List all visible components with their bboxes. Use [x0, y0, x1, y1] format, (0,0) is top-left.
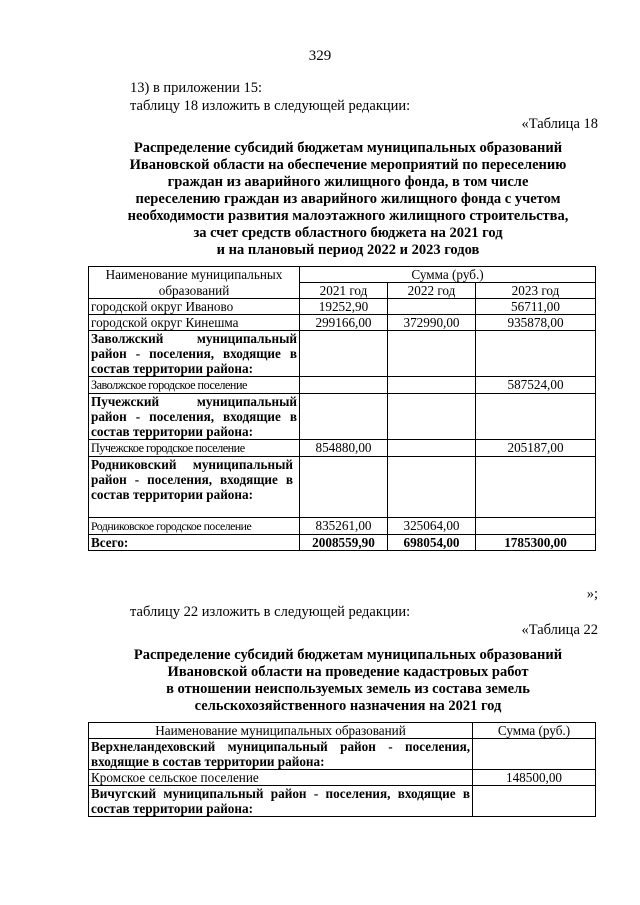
value-2021 — [300, 331, 388, 377]
table-row — [89, 377, 596, 394]
row-value: 148500,00 — [473, 770, 596, 786]
value-2023: 56711,00 — [476, 299, 596, 315]
year-2022: 2022 год — [388, 283, 476, 299]
header-sum: Сумма (руб.) — [300, 267, 596, 283]
value-2021: 835261,00 — [300, 518, 388, 535]
value-2022 — [388, 457, 476, 518]
page-number: 329 — [308, 48, 332, 64]
value-2023 — [476, 331, 596, 377]
value-2021: 299166,00 — [300, 315, 388, 331]
table22-title-line: Ивановской области на проведение кадастровых работ — [167, 664, 529, 680]
value-2023: 205187,00 — [476, 440, 596, 457]
value-2021 — [300, 457, 388, 518]
table-row — [89, 331, 596, 377]
table18-title-line: граждан из аварийного жилищного фонда, в том числе — [167, 174, 529, 190]
value-2022 — [388, 394, 476, 440]
header-name: Наименование муниципальных образований — [89, 723, 473, 739]
table-ref: «Таблица 22 — [521, 622, 598, 638]
value-2021: 19252,90 — [300, 299, 388, 315]
table22-title-line: Распределение субсидий бюджетам муниципальных образований — [133, 647, 563, 663]
value-2022 — [388, 331, 476, 377]
row-name: Заволжский муниципальный район - поселения, входящие в состав территории района: — [89, 331, 300, 377]
value-2023 — [476, 518, 596, 535]
row-name: Кромское сельское поселение — [89, 770, 473, 786]
table18-title-line: за счет средств областного бюджета на 2021 год — [193, 225, 503, 241]
table-row — [89, 440, 596, 457]
table18-title-line: Распределение субсидий бюджетам муниципальных образований — [133, 140, 563, 156]
total-2021: 2008559,90 — [300, 535, 388, 551]
row-name: Верхнеландеховский муниципальный район - поселения, входящие в состав территории района: — [89, 739, 473, 770]
total-2023: 1785300,00 — [476, 535, 596, 551]
row-name-text: Родниковское городское поселение — [91, 519, 252, 533]
row-name — [89, 518, 300, 535]
table22-title — [88, 647, 608, 715]
table-row — [89, 739, 596, 770]
value-2022 — [388, 377, 476, 394]
table18-title-line: переселению граждан из аварийного жилищного фонда с учетом — [135, 191, 561, 207]
year-2023: 2023 год — [476, 283, 596, 299]
row-name: Пучежский муниципальный район - поселения, входящие в состав территории района: — [89, 394, 300, 440]
table-row — [89, 518, 596, 535]
value-2021 — [300, 377, 388, 394]
total-2022: 698054,00 — [388, 535, 476, 551]
amendment-instruction: таблицу 22 изложить в следующей редакции: — [130, 604, 411, 620]
total-row — [89, 535, 596, 551]
table22 — [88, 722, 596, 817]
table18-title-line: Ивановской области на обеспечение мероприятий по переселению — [129, 157, 567, 173]
row-name: Родниковский муниципальный район - поселения, входящие в состав территории района: — [89, 457, 300, 518]
row-name: городской округ Иваново — [89, 299, 300, 315]
value-2021: 854880,00 — [300, 440, 388, 457]
value-2022 — [388, 299, 476, 315]
value-2023: 935878,00 — [476, 315, 596, 331]
amendment-instruction: таблицу 18 изложить в следующей редакции: — [130, 98, 411, 114]
total-label: Всего: — [89, 535, 300, 551]
header-name: Наименование муниципальных — [89, 267, 300, 283]
table18-title-line: необходимости развития малоэтажного жилищного строительства, — [127, 208, 569, 224]
row-name — [89, 440, 300, 457]
row-name-text: Заволжское городское поселение — [91, 378, 247, 392]
value-2022: 372990,00 — [388, 315, 476, 331]
row-name: Вичугский муниципальный район - поселения, входящие в состав территории района: — [89, 786, 473, 817]
header-name-cont: образований — [89, 283, 300, 299]
table22-title-line: сельскохозяйственного назначения на 2021 год — [194, 698, 502, 714]
table-row — [89, 315, 596, 331]
table18-title-line: и на плановый период 2022 и 2023 годов — [216, 242, 480, 258]
table-row — [89, 786, 596, 817]
value-2023 — [476, 457, 596, 518]
table-row — [89, 770, 596, 786]
value-2022 — [388, 440, 476, 457]
row-name-text: Пучежское городское поселение — [91, 441, 245, 455]
row-value — [473, 739, 596, 770]
value-2022: 325064,00 — [388, 518, 476, 535]
table-row — [89, 457, 596, 518]
row-name: городской округ Кинешма — [89, 315, 300, 331]
header-sum: Сумма (руб.) — [473, 723, 596, 739]
value-2021 — [300, 394, 388, 440]
year-2021: 2021 год — [300, 283, 388, 299]
table18 — [88, 266, 596, 551]
closing-quote: »; — [586, 586, 598, 602]
table-row — [89, 394, 596, 440]
table-row — [89, 299, 596, 315]
row-name — [89, 377, 300, 394]
table18-title — [88, 140, 608, 259]
value-2023: 587524,00 — [476, 377, 596, 394]
row-value — [473, 786, 596, 817]
value-2023 — [476, 394, 596, 440]
amendment-item: 13) в приложении 15: — [130, 80, 263, 96]
table22-title-line: в отношении неиспользуемых земель из состава земель — [166, 681, 530, 697]
table-ref: «Таблица 18 — [521, 116, 598, 132]
